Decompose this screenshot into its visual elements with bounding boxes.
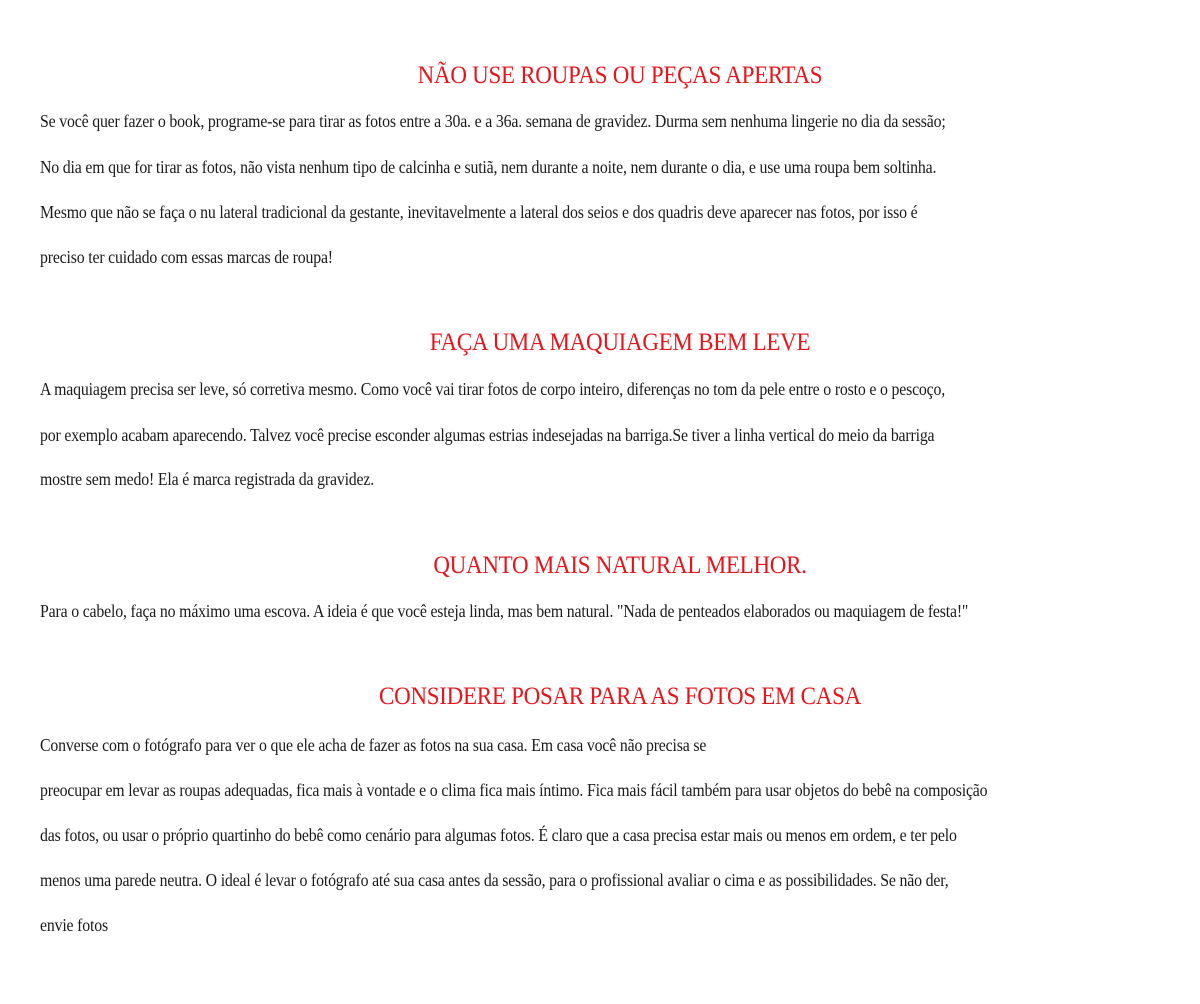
paragraph-line: por exemplo acabam aparecendo. Talvez você precise esconder algumas estrias indesejadas na barriga.Se tiver a linha vertical do meio da barriga bbox=[40, 425, 935, 445]
paragraph-line: Para o cabelo, faça no máximo uma escova. A ideia é que você esteja linda, mas bem natural. "Nada de penteados elaborados ou maquiagem de festa!" bbox=[40, 601, 969, 621]
section-heading-maquiagem: FAÇA UMA MAQUIAGEM BEM LEVE bbox=[429, 329, 811, 356]
paragraph-line: Converse com o fotógrafo para ver o que ele acha de fazer as fotos na sua casa. Em casa você não precisa se bbox=[40, 735, 707, 755]
paragraph-line: Mesmo que não se faça o nu lateral tradicional da gestante, inevitavelmente a lateral dos seios e dos quadris deve aparecer nas fotos, por isso é bbox=[40, 202, 918, 222]
paragraph-line: No dia em que for tirar as fotos, não vista nenhum tipo de calcinha e sutiã, nem durante a noite, nem durante o dia, e use uma roupa bem soltinha. bbox=[40, 157, 937, 177]
section-heading-natural: QUANTO MAIS NATURAL MELHOR. bbox=[433, 552, 807, 579]
paragraph-line: preocupar em levar as roupas adequadas, fica mais à vontade e o clima fica mais íntimo. Fica mais fácil também para usar objetos do bebê na composição bbox=[40, 780, 988, 800]
paragraph-line: Se você quer fazer o book, programe-se para tirar as fotos entre a 30a. e a 36a. semana de gravidez. Durma sem nenhuma lingerie no dia da sessão; bbox=[40, 111, 946, 131]
section-heading-casa: CONSIDERE POSAR PARA AS FOTOS EM CASA bbox=[379, 683, 861, 710]
section-heading-roupas: NÃO USE ROUPAS OU PEÇAS APERTAS bbox=[417, 62, 823, 89]
paragraph-line: mostre sem medo! Ela é marca registrada da gravidez. bbox=[40, 469, 375, 489]
paragraph-line: envie fotos bbox=[40, 915, 108, 935]
paragraph-line: preciso ter cuidado com essas marcas de roupa! bbox=[40, 247, 333, 267]
paragraph-line: A maquiagem precisa ser leve, só corretiva mesmo. Como você vai tirar fotos de corpo inteiro, diferenças no tom da pele entre o rosto e o pescoço, bbox=[40, 379, 946, 399]
paragraph-line: menos uma parede neutra. O ideal é levar o fotógrafo até sua casa antes da sessão, para o profissional avaliar o cima e as possibilidades. Se não der, bbox=[40, 870, 949, 890]
paragraph-line: das fotos, ou usar o próprio quartinho do bebê como cenário para algumas fotos. É claro que a casa precisa estar mais ou menos em ordem, e ter pelo bbox=[40, 825, 957, 845]
